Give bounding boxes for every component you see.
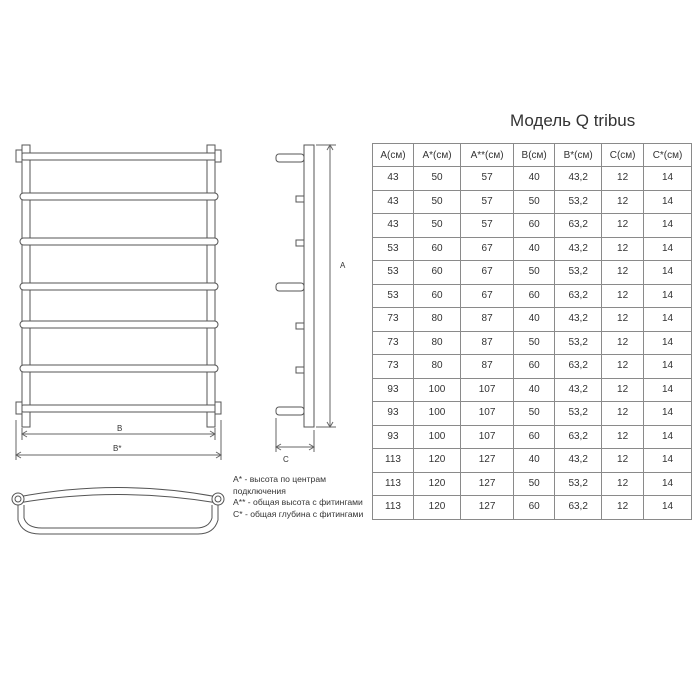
table-cell: 53 <box>373 261 414 285</box>
table-row <box>373 449 692 473</box>
table-cell: 63,2 <box>555 355 602 379</box>
table-row <box>373 167 692 191</box>
column-header: A(см) <box>373 144 414 167</box>
legend-line: C* - общая глубина с фитингами <box>233 508 364 519</box>
dimension-label-c: C <box>283 455 289 464</box>
table-cell: 73 <box>373 331 414 355</box>
table-cell: 50 <box>413 214 460 238</box>
table-cell: 100 <box>413 425 460 449</box>
table-row <box>373 402 692 426</box>
table-cell: 63,2 <box>555 214 602 238</box>
table-row <box>373 355 692 379</box>
table-cell: 107 <box>461 425 514 449</box>
table-cell: 43 <box>373 167 414 191</box>
table-row <box>373 237 692 261</box>
table-cell: 60 <box>514 214 555 238</box>
table-header-row <box>373 144 692 167</box>
table-cell: 63,2 <box>555 284 602 308</box>
table-cell: 14 <box>644 237 692 261</box>
table-cell: 43,2 <box>555 449 602 473</box>
table-cell: 14 <box>644 378 692 402</box>
table-row <box>373 425 692 449</box>
table-cell: 67 <box>461 237 514 261</box>
table-cell: 12 <box>602 237 644 261</box>
table-cell: 60 <box>514 355 555 379</box>
table-cell: 120 <box>413 496 460 520</box>
table-cell: 120 <box>413 449 460 473</box>
table-cell: 127 <box>461 496 514 520</box>
dimension-legend <box>233 474 363 520</box>
table-cell: 14 <box>644 355 692 379</box>
table-cell: 12 <box>602 402 644 426</box>
table-cell: 60 <box>413 284 460 308</box>
dimension-label-a: A <box>340 261 346 270</box>
table-cell: 87 <box>461 308 514 332</box>
table-cell: 40 <box>514 308 555 332</box>
table-cell: 53 <box>373 284 414 308</box>
table-cell: 14 <box>644 214 692 238</box>
table-cell: 40 <box>514 449 555 473</box>
table-cell: 14 <box>644 261 692 285</box>
dimension-label-b: B <box>117 424 123 433</box>
table-cell: 100 <box>413 402 460 426</box>
table-cell: 127 <box>461 472 514 496</box>
table-cell: 60 <box>413 237 460 261</box>
table-cell: 87 <box>461 331 514 355</box>
table-cell: 12 <box>602 425 644 449</box>
table-cell: 57 <box>461 190 514 214</box>
table-cell: 93 <box>373 402 414 426</box>
table-cell: 63,2 <box>555 496 602 520</box>
table-cell: 14 <box>644 284 692 308</box>
table-cell: 53,2 <box>555 190 602 214</box>
table-cell: 50 <box>514 261 555 285</box>
table-cell: 93 <box>373 425 414 449</box>
table-cell: 43,2 <box>555 378 602 402</box>
table-cell: 53,2 <box>555 402 602 426</box>
front-view <box>16 145 221 427</box>
side-view <box>276 145 336 452</box>
table-cell: 12 <box>602 378 644 402</box>
table-cell: 43 <box>373 214 414 238</box>
table-cell: 73 <box>373 308 414 332</box>
table-cell: 120 <box>413 472 460 496</box>
table-cell: 67 <box>461 284 514 308</box>
table-cell: 14 <box>644 167 692 191</box>
table-cell: 67 <box>461 261 514 285</box>
table-cell: 40 <box>514 378 555 402</box>
table-cell: 50 <box>514 331 555 355</box>
table-cell: 73 <box>373 355 414 379</box>
table-row <box>373 214 692 238</box>
table-cell: 12 <box>602 308 644 332</box>
column-header: C(см) <box>602 144 644 167</box>
table-cell: 113 <box>373 496 414 520</box>
table-cell: 12 <box>602 496 644 520</box>
table-cell: 63,2 <box>555 425 602 449</box>
table-body <box>373 167 692 520</box>
table-cell: 53,2 <box>555 472 602 496</box>
dimension-label-b-star: B* <box>113 444 122 453</box>
column-header: B*(см) <box>555 144 602 167</box>
table-row <box>373 284 692 308</box>
table-cell: 12 <box>602 331 644 355</box>
table-cell: 127 <box>461 449 514 473</box>
table-cell: 43 <box>373 190 414 214</box>
legend-line: A* - высота по центрам <box>233 474 327 484</box>
column-header: C*(см) <box>644 144 692 167</box>
table-cell: 40 <box>514 237 555 261</box>
table-cell: 50 <box>413 190 460 214</box>
table-cell: 14 <box>644 308 692 332</box>
table-cell: 60 <box>514 425 555 449</box>
table-cell: 14 <box>644 449 692 473</box>
table-cell: 12 <box>602 449 644 473</box>
table-cell: 12 <box>602 472 644 496</box>
table-cell: 80 <box>413 308 460 332</box>
table-cell: 53,2 <box>555 331 602 355</box>
table-row <box>373 261 692 285</box>
model-title: Модель Q tribus <box>510 111 636 130</box>
table-cell: 14 <box>644 190 692 214</box>
table-cell: 14 <box>644 496 692 520</box>
table-cell: 57 <box>461 167 514 191</box>
table-row <box>373 496 692 520</box>
table-cell: 43,2 <box>555 167 602 191</box>
table-cell: 93 <box>373 378 414 402</box>
table-cell: 12 <box>602 214 644 238</box>
table-cell: 50 <box>514 472 555 496</box>
table-cell: 12 <box>602 284 644 308</box>
table-cell: 12 <box>602 190 644 214</box>
table-cell: 43,2 <box>555 237 602 261</box>
table-cell: 14 <box>644 402 692 426</box>
table-cell: 80 <box>413 331 460 355</box>
legend-line: подключения <box>233 485 286 496</box>
table-cell: 53 <box>373 237 414 261</box>
table-row <box>373 378 692 402</box>
table-cell: 60 <box>514 284 555 308</box>
table-cell: 12 <box>602 167 644 191</box>
table-cell: 57 <box>461 214 514 238</box>
table-cell: 50 <box>413 167 460 191</box>
column-header: A*(см) <box>413 144 460 167</box>
table-row <box>373 190 692 214</box>
table-cell: 107 <box>461 402 514 426</box>
table-cell: 107 <box>461 378 514 402</box>
table-cell: 113 <box>373 449 414 473</box>
table-cell: 12 <box>602 261 644 285</box>
table-cell: 14 <box>644 331 692 355</box>
table-cell: 53,2 <box>555 261 602 285</box>
table-cell: 87 <box>461 355 514 379</box>
table-row <box>373 308 692 332</box>
table-cell: 60 <box>514 496 555 520</box>
table-cell: 50 <box>514 190 555 214</box>
table-cell: 113 <box>373 472 414 496</box>
table-cell: 50 <box>514 402 555 426</box>
table-cell: 80 <box>413 355 460 379</box>
table-cell: 43,2 <box>555 308 602 332</box>
specs-table <box>372 143 692 520</box>
top-view <box>12 488 224 535</box>
legend-line: A** - общая высота с фитингами <box>233 497 363 507</box>
column-header: A**(см) <box>461 144 514 167</box>
column-header: B(см) <box>514 144 555 167</box>
table-cell: 14 <box>644 425 692 449</box>
table-cell: 14 <box>644 472 692 496</box>
table-cell: 40 <box>514 167 555 191</box>
table-cell: 12 <box>602 355 644 379</box>
table-row <box>373 331 692 355</box>
table-row <box>373 472 692 496</box>
table-cell: 60 <box>413 261 460 285</box>
table-cell: 100 <box>413 378 460 402</box>
